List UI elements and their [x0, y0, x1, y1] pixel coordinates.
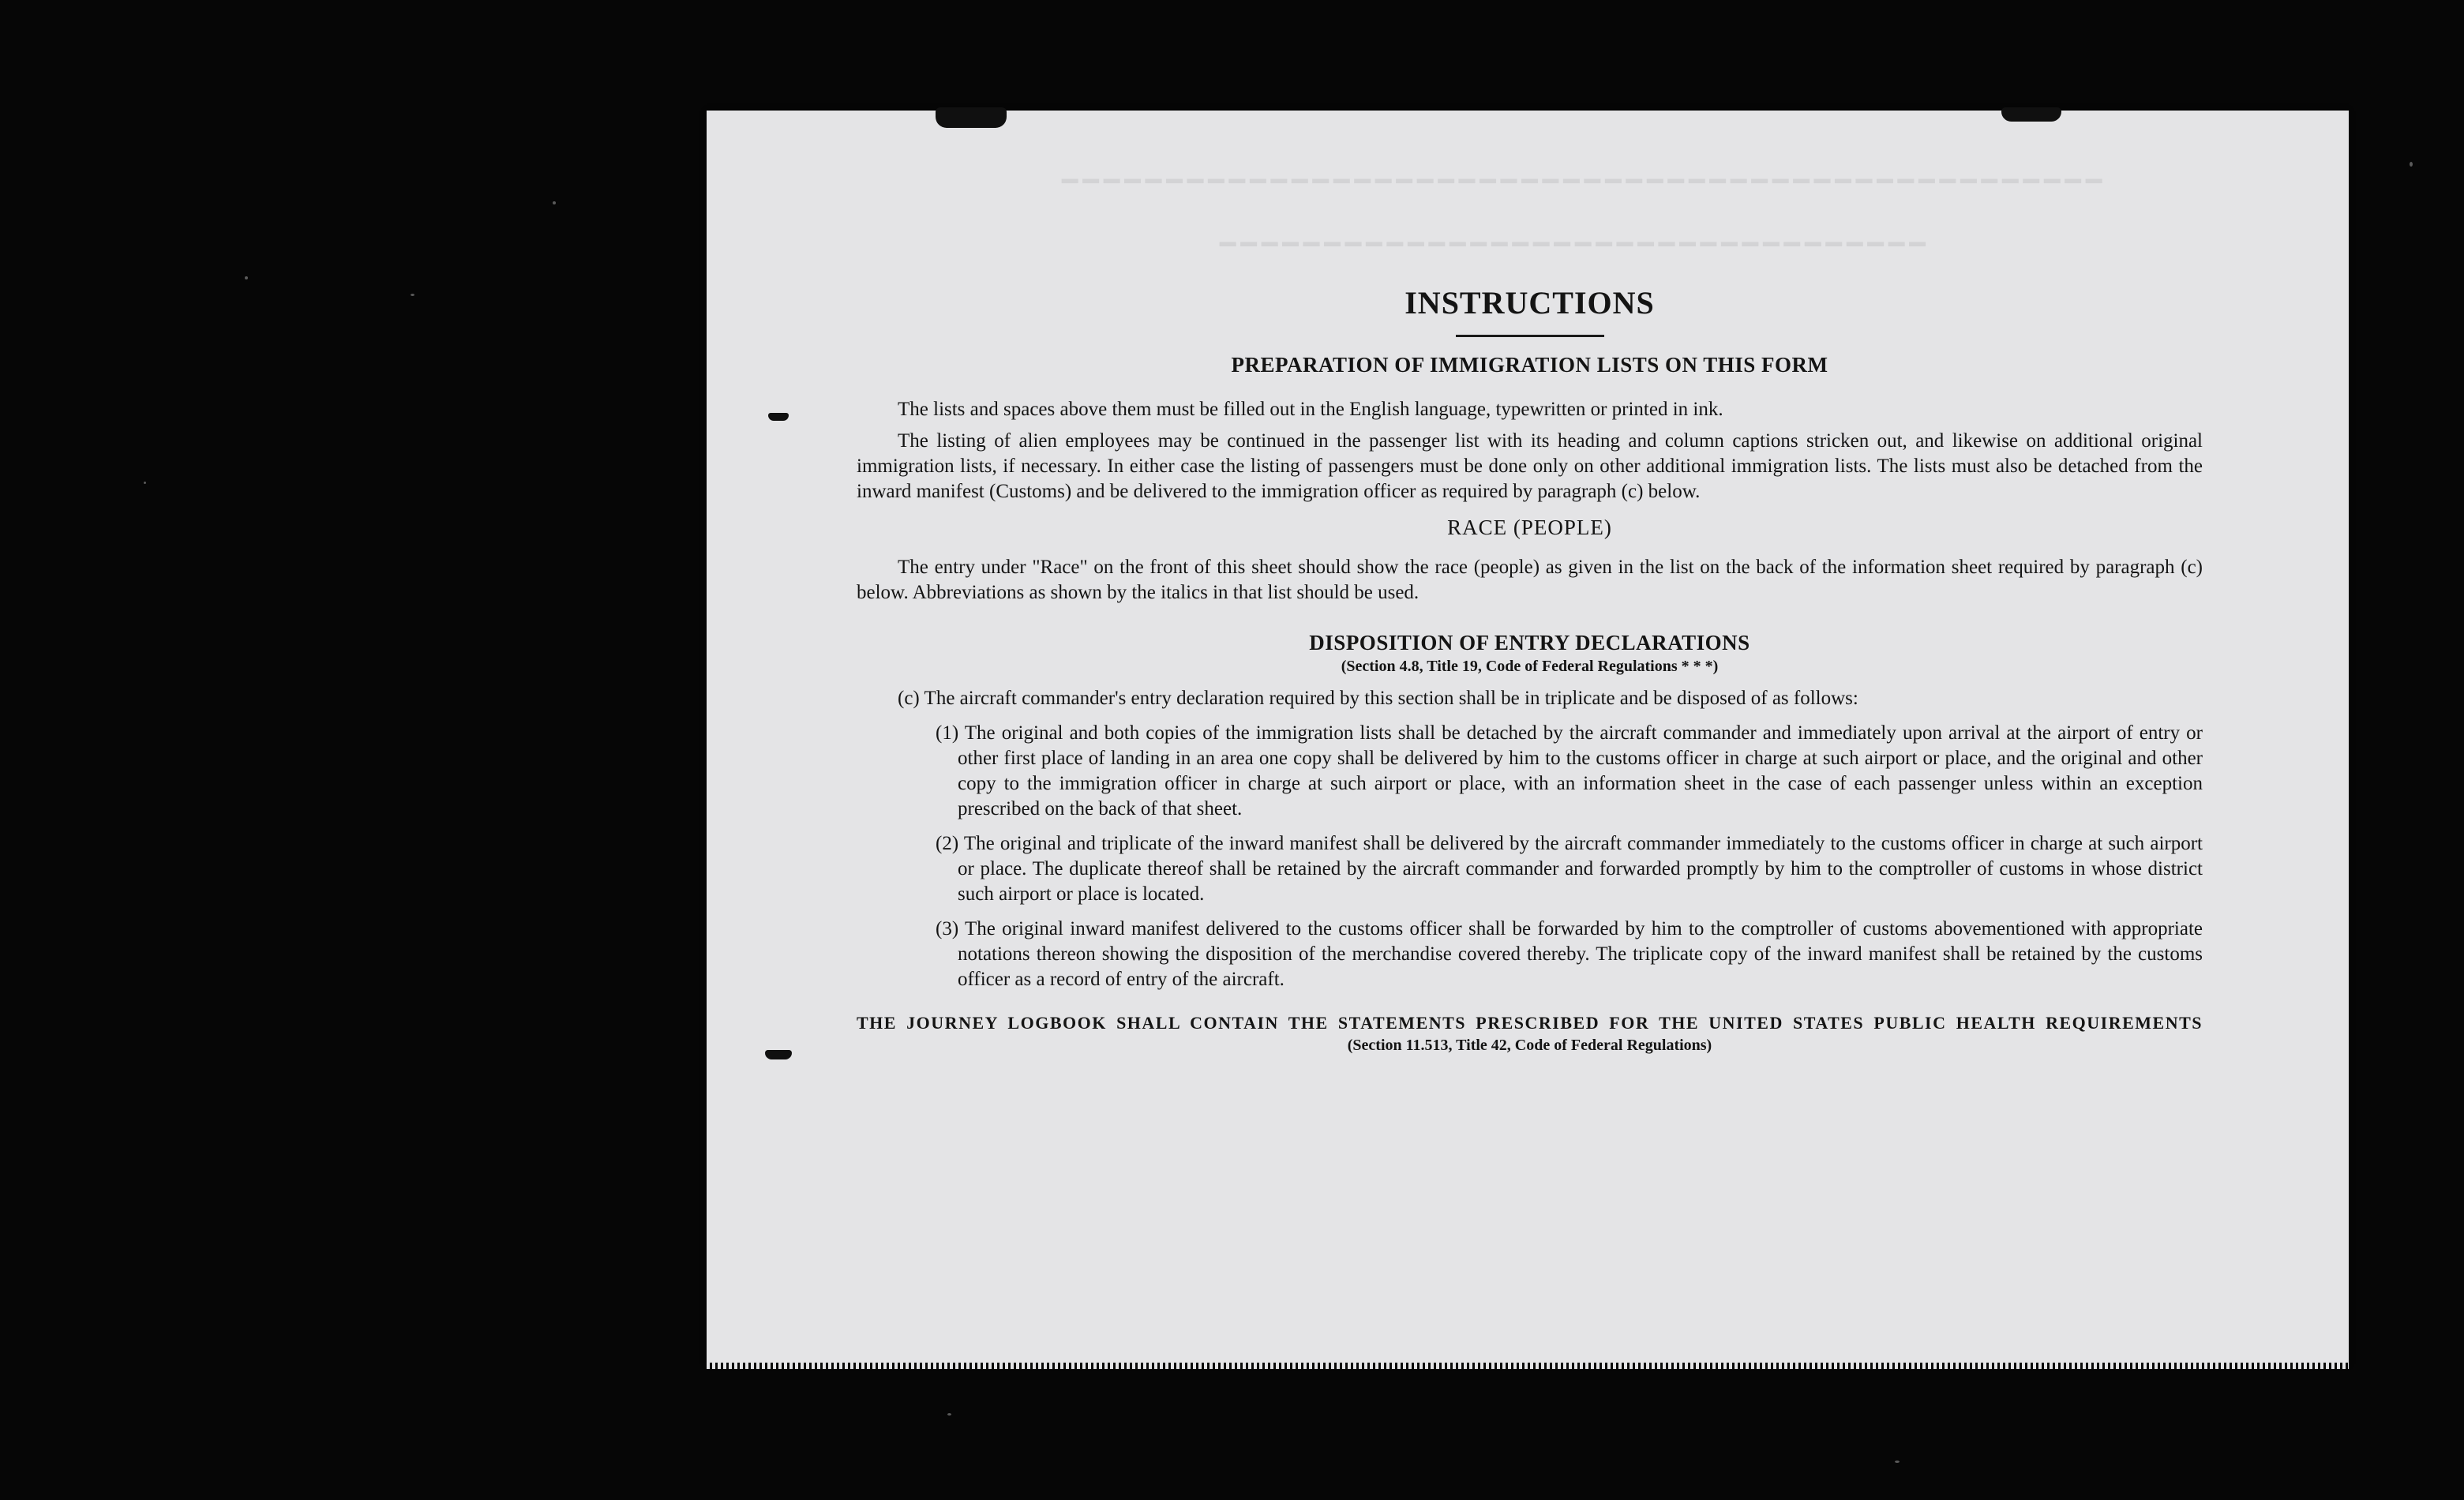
- title-underline: [1456, 335, 1604, 337]
- preparation-paragraph-2: The listing of alien employees may be continued in the passenger list with its heading and column captions stricken out, and likewise on additional original immigration lists, if necessary. In either case the listing of passengers must be done only on other additional immigration lists. The lists must also be detached from the inward manifest (Customs) and be delivered to the immigration officer as required by paragraph (c) below.: [857, 430, 2203, 502]
- punch-mark: [768, 413, 789, 421]
- scan-speck: [2410, 162, 2413, 167]
- footer-heading: THE JOURNEY LOGBOOK SHALL CONTAIN THE STATEMENTS PRESCRIBED FOR THE UNITED STATES PUBLIC HEALTH REQUIREMENTS: [857, 1013, 2203, 1033]
- disposition-heading: DISPOSITION OF ENTRY DECLARATIONS: [1309, 631, 1750, 654]
- punch-mark: [765, 1050, 792, 1059]
- preparation-heading: PREPARATION OF IMMIGRATION LISTS ON THIS FORM: [1231, 353, 1828, 377]
- disposition-intro: (c) The aircraft commander's entry declaration required by this section shall be in triplicate and be disposed of as follows:: [898, 688, 1858, 709]
- page-title: INSTRUCTIONS: [1405, 285, 1655, 321]
- tape-mark: [936, 107, 1007, 128]
- instructions-text: [857, 284, 2203, 1056]
- race-paragraph: The entry under "Race" on the front of this sheet should show the race (people) as given in the list on the back of the information sheet required by paragraph (c) below. Abbreviations as shown by the italics in that list should be used.: [857, 557, 2203, 603]
- disposition-item-3: (3) The original inward manifest delivered to the customs officer shall be forwarded by him to the comptroller of customs abovementioned with appropriate notations thereon showing the disposition of the merchandise covered thereby. The triplicate copy of the inward manifest shall be retained by the customs officer as a record of entry of the aircraft.: [936, 918, 2203, 990]
- scan-speck: [411, 294, 414, 296]
- disposition-item-1: (1) The original and both copies of the immigration lists shall be detached by the aircraft commander and immediately upon arrival at the airport of entry or other first place of landing in an area one copy shall be delivered by him to the customs officer in charge at such airport or place, and the original and other copy to the immigration officer in charge at such airport or place, with an information sheet in the case of each passenger unless within an exception prescribed on the back of that sheet.: [936, 722, 2203, 819]
- bleed-through: ━━━━━━━━━━━━━━━━━━━━━━━━━━━━━━━━━━: [1220, 231, 1930, 260]
- scan-speck: [1895, 1461, 1900, 1463]
- document-page: [707, 111, 2349, 1364]
- disposition-item-2: (2) The original and triplicate of the inward manifest shall be delivered by the aircraft commander immediately to the customs officer in charge at such airport or place. The duplicate thereof shall be retained by the aircraft commander and forwarded promptly by him to the comptroller of customs in whose district such airport or place is located.: [936, 833, 2203, 905]
- scan-speck: [553, 201, 556, 204]
- scan-speck: [144, 482, 146, 484]
- footer-reference: (Section 11.513, Title 42, Code of Federal Regulations): [1347, 1037, 1712, 1054]
- tape-mark: [2001, 107, 2061, 122]
- bleed-through: ━━━━━━━━━━━━━━━━━━━━━━━━━━━━━━━━━━━━━━━━━━━━━━━━━━: [1062, 167, 2107, 197]
- preparation-paragraph-1: The lists and spaces above them must be filled out in the English language, typewritten or printed in ink.: [898, 399, 1723, 420]
- disposition-reference: (Section 4.8, Title 19, Code of Federal Regulations * * *): [1341, 658, 1719, 675]
- race-heading: RACE (PEOPLE): [1447, 516, 1612, 539]
- scan-speck: [245, 276, 248, 279]
- scan-speck: [947, 1413, 951, 1416]
